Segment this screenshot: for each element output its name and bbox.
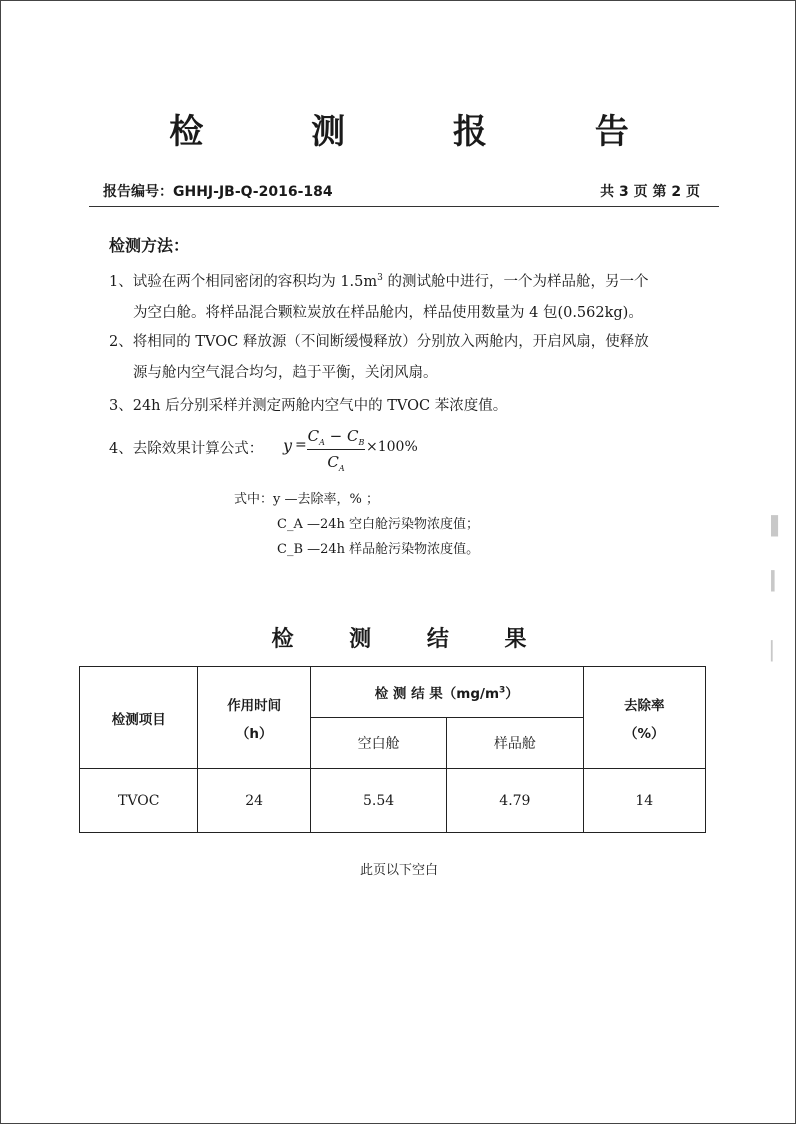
formula-tail: ×100% <box>366 439 418 455</box>
blank-page-note: 此页以下空白 <box>359 863 438 878</box>
legend-line-3: C_B —24h 样品舱污染物浓度值。 <box>277 542 480 557</box>
results-heading: 检 测 结 果 <box>271 627 551 652</box>
formula-label: 4、去除效果计算公式： <box>109 441 264 457</box>
method-item-2: 2、将相同的 TVOC 释放源（不间断缓慢释放）分别放入两舱内，开启风扇，使释放 源与舱内空气混合均匀，趋于平衡，关闭风扇。 <box>109 334 649 381</box>
scan-margin-mark: ▎ <box>771 571 785 592</box>
col-blank: 空白舱 <box>310 718 446 769</box>
formula-equals: = <box>295 437 307 453</box>
col-item: 检测项目 <box>80 667 198 769</box>
col-rate: 去除率 （%） <box>583 667 705 769</box>
header-divider <box>89 206 719 207</box>
col-result: 检 测 结 果$(mg/m^3)$ <box>310 667 583 718</box>
scan-margin-mark: ▌ <box>771 516 785 537</box>
formula-numerator: $C_A - C_B$ <box>307 427 365 447</box>
method-heading: 检测方法： <box>109 236 190 255</box>
report-number: 报告编号：GHHJ-JB-Q-2016-184 <box>103 184 333 200</box>
cell-item: TVOC <box>80 769 198 833</box>
legend-line-2: C_A —24h 空白舱污染物浓度值； <box>277 517 480 532</box>
col-sample: 样品舱 <box>447 718 583 769</box>
cell-rate: 14 <box>583 769 705 833</box>
cell-sample: 4.79 <box>447 769 583 833</box>
fraction-bar <box>307 449 365 450</box>
method-item-3: 3、24h 后分别采样并测定两舱内空气中的 TVOC 苯浓度值。 <box>109 398 508 414</box>
formula-y: y <box>283 436 293 455</box>
method-item-1: 1、试验在两个相同密闭的容积均为 $1.5m^3$ 的测试舱中进行，一个为样品舱，另一个 为空白舱。将样品混合颗粒炭放在样品舱内，样品使用数量为 4 包(0.562kg)。 <box>109 273 649 321</box>
cell-blank: 5.54 <box>310 769 446 833</box>
col-time: 作用时间 （h） <box>198 667 310 769</box>
legend-line-1: 式中：y —去除率，% ； <box>234 492 379 507</box>
results-table <box>79 666 706 833</box>
scan-margin-mark: ▏ <box>771 641 785 662</box>
report-title: 检 测 报 告 <box>169 112 677 152</box>
page-info: 共 3 页 第 2 页 <box>600 184 700 200</box>
formula-denominator: $C_A$ <box>327 453 345 473</box>
table-row <box>80 769 706 833</box>
cell-time: 24 <box>198 769 310 833</box>
